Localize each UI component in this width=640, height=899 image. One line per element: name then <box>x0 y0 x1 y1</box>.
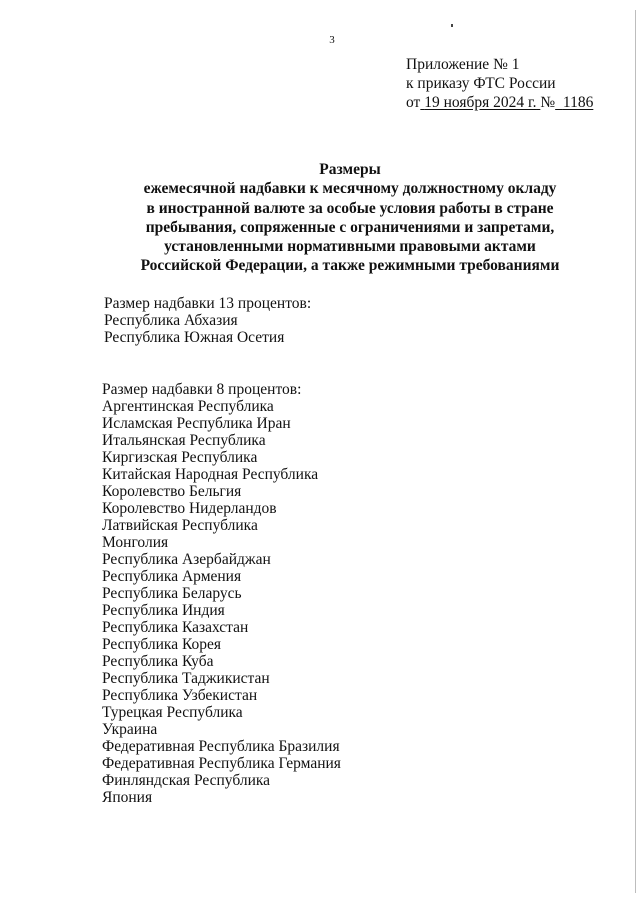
country-item: Республика Куба <box>102 653 214 670</box>
title-heading: Размеры <box>319 161 381 178</box>
title-line: пребывания, сопряженные с ограничениями и запретами, <box>145 218 555 236</box>
country-item: Аргентинская Республика <box>102 398 274 415</box>
scan-edge-line <box>635 10 636 893</box>
appendix-date-line <box>406 93 593 112</box>
country-item: Федеративная Республика Бразилия <box>102 738 340 755</box>
country-item: Латвийская Республика <box>102 517 258 534</box>
country-item: Республика Индия <box>102 602 225 619</box>
order-date: 19 ноября 2024 г. <box>424 94 537 111</box>
number-prefix: № <box>540 94 556 111</box>
country-item: Япония <box>102 789 153 806</box>
country-item: Республика Беларусь <box>102 585 242 602</box>
title-line: Российской Федерации, а также режимными требованиями <box>140 257 560 275</box>
country-item: Турецкая Республика <box>102 704 243 721</box>
allowance-8-section <box>102 381 341 806</box>
date-prefix: от <box>406 94 421 111</box>
appendix-order-ref: к приказу ФТС России <box>406 75 556 92</box>
section-heading: Размер надбавки 8 процентов: <box>102 381 302 398</box>
country-item: Республика Корея <box>102 636 222 653</box>
country-item: Украина <box>102 721 158 738</box>
title-line: в иностранной валюте за особые условия работы в стране <box>146 199 554 217</box>
order-number: 1186 <box>562 94 594 111</box>
country-item: Республика Армения <box>102 568 242 585</box>
country-item: Королевство Бельгия <box>102 483 242 500</box>
country-item: Республика Абхазия <box>104 312 238 329</box>
country-item: Республика Южная Осетия <box>104 329 285 346</box>
country-item: Монголия <box>102 534 169 551</box>
title-line: установленными нормативными правовыми актами <box>164 238 536 256</box>
title-line: ежемесячной надбавки к месячному должностному окладу <box>143 180 557 198</box>
country-item: Финляндская Республика <box>102 772 271 789</box>
country-item: Республика Узбекистан <box>102 687 258 704</box>
allowance-13-section <box>104 295 311 346</box>
country-item: Республика Казахстан <box>102 619 249 636</box>
country-item: Итальянская Республика <box>102 432 266 449</box>
document-title <box>120 160 580 276</box>
country-item: Федеративная Республика Германия <box>102 755 341 772</box>
country-item: Республика Таджикистан <box>102 670 270 687</box>
scan-mark <box>451 24 453 27</box>
appendix-title: Приложение № 1 <box>406 56 520 73</box>
country-item: Исламская Республика Иран <box>102 415 291 432</box>
appendix-header <box>406 55 593 112</box>
section-heading: Размер надбавки 13 процентов: <box>104 295 312 312</box>
country-item: Королевство Нидерландов <box>102 500 277 517</box>
country-item: Киргизская Республика <box>102 449 258 466</box>
country-item: Китайская Народная Республика <box>102 466 319 483</box>
country-item: Республика Азербайджан <box>102 551 271 568</box>
page-number: 3 <box>329 34 335 46</box>
